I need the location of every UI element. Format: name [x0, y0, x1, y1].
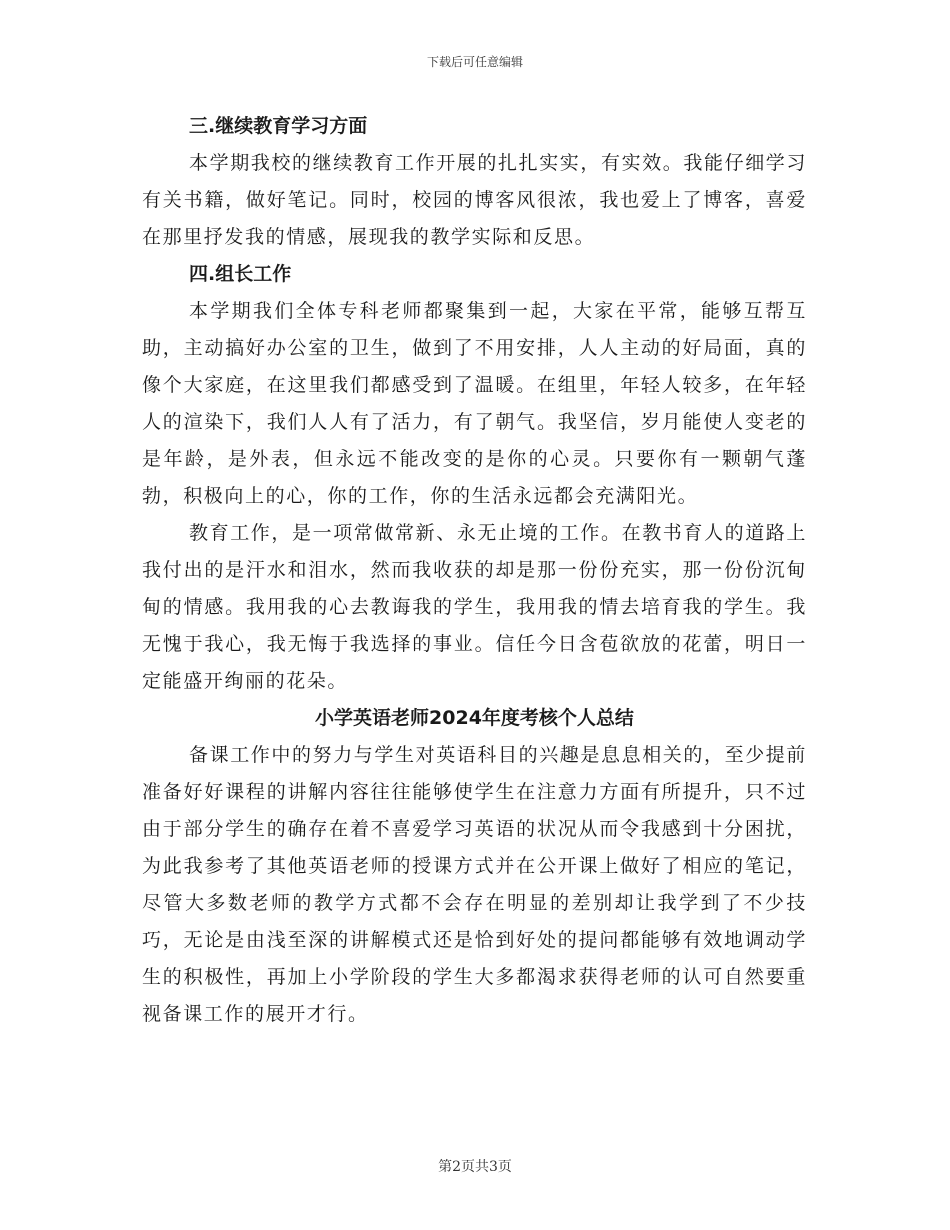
- page-header: 下载后可任意编辑: [426, 55, 523, 69]
- section-heading-group-leader: 四.组长工作: [189, 263, 292, 285]
- section-heading-continuing-education: 三.继续教育学习方面: [189, 115, 368, 137]
- paragraph-lesson-prep: 备课工作中的努力与学生对英语科目的兴趣是息息相关的，至少提前准备好好课程的讲解内容往往能够使学生在注意力方面有所提升，只不过由于部分学生的确存在着不喜爱学习英语的状况从而令我感到十分困扰，为此我参考了其他英语老师的授课方式并在公开课上做好了相应的笔记，尽管大多数老师的教学方式都不会存在明显的差别却让我学到了不少技巧，无论是由浅至深的讲解模式还是恰到好处的提问都能够有效地调动学生的积极性，再加上小学阶段的学生大多都渴求获得老师的认可自然要重视备课工作的展开才行。: [142, 744, 808, 1025]
- document-body: [142, 108, 807, 1033]
- page-footer: 第2页共3页: [438, 1159, 512, 1175]
- paragraph-group-leader: 本学期我们全体专科老师都聚集到一起，大家在平常，能够互帮互助，主动搞好办公室的卫生，做到了不用安排，人人主动的好局面，真的像个大家庭，在这里我们都感受到了温暖。在组里，年轻人较多，在年轻人的渲染下，我们人人有了活力，有了朝气。我坚信，岁月能使人变老的是年龄，是外表，但永远不能改变的是你的心灵。只要你有一颗朝气蓬勃，积极向上的心，你的工作，你的生活永远都会充满阳光。: [142, 300, 807, 507]
- document-title: 小学英语老师2024年度考核个人总结: [315, 707, 634, 729]
- paragraph-continuing-education: 本学期我校的继续教育工作开展的扎扎实实，有实效。我能仔细学习有关书籍，做好笔记。同时，校园的博客风很浓，我也爱上了博客，喜爱在那里抒发我的情感，展现我的教学实际和反思。: [142, 152, 808, 248]
- paragraph-education-work: 教育工作，是一项常做常新、永无止境的工作。在教书育人的道路上我付出的是汗水和泪水，然而我收获的却是那一份份充实，那一份份沉甸甸的情感。我用我的心去教诲我的学生，我用我的情去培育我的学生。我无愧于我心，我无悔于我选择的事业。信任今日含苞欲放的花蕾，明日一定能盛开绚丽的花朵。: [142, 522, 808, 692]
